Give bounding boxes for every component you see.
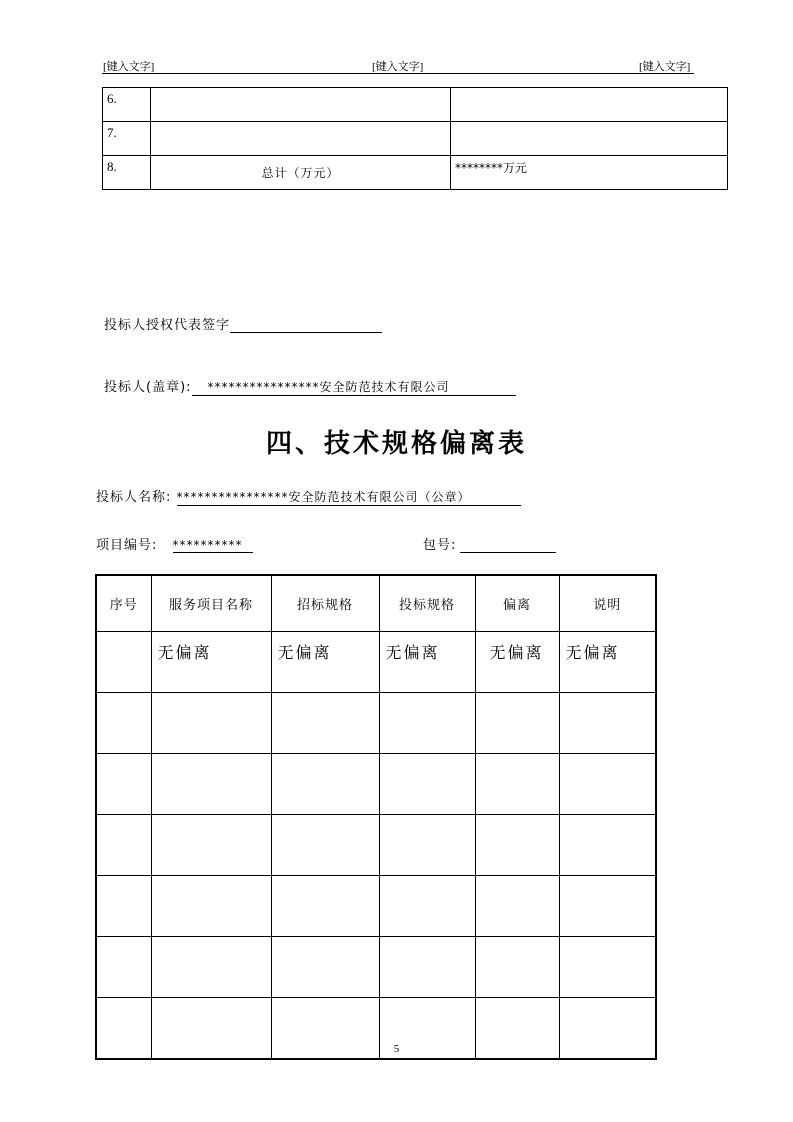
value-cell	[451, 122, 728, 156]
cell	[96, 815, 151, 876]
bidder-name-line	[96, 486, 521, 506]
table-row	[96, 754, 656, 815]
cell	[379, 754, 475, 815]
cell	[151, 754, 271, 815]
value-cell	[451, 88, 728, 122]
cell	[475, 693, 559, 754]
cell	[151, 937, 271, 998]
section-title: 四、技术规格偏离表	[265, 429, 527, 459]
deviation-table	[95, 574, 657, 1060]
cell	[475, 876, 559, 937]
total-value: ********万元	[451, 156, 728, 190]
table-row	[103, 156, 728, 190]
cell: 无偏离	[379, 632, 475, 693]
bidder-name-label: 投标人名称:	[96, 490, 172, 505]
cell	[96, 937, 151, 998]
col-header-tender-spec: 招标规格	[271, 575, 379, 632]
table-row	[103, 122, 728, 156]
price-table	[102, 87, 728, 190]
cell	[379, 693, 475, 754]
col-header-index: 序号	[96, 575, 151, 632]
header-divider	[102, 73, 694, 74]
cell	[151, 693, 271, 754]
item-cell	[151, 122, 451, 156]
package-number-label: 包号:	[423, 538, 457, 553]
cell: 无偏离	[151, 632, 271, 693]
package-number-line	[423, 534, 556, 553]
cell	[475, 937, 559, 998]
cell: 无偏离	[475, 632, 559, 693]
row-number: 6.	[103, 88, 151, 122]
cell	[475, 815, 559, 876]
cell: 无偏离	[559, 632, 656, 693]
cell	[96, 754, 151, 815]
header-center: [键入文字]	[372, 61, 424, 73]
project-number-line	[96, 534, 253, 553]
cell	[559, 815, 656, 876]
col-header-service-name: 服务项目名称	[151, 575, 271, 632]
table-row	[96, 632, 656, 693]
project-number-value: **********	[173, 538, 253, 553]
cell	[271, 754, 379, 815]
table-row	[96, 693, 656, 754]
cell	[559, 937, 656, 998]
cell	[96, 632, 151, 693]
cell	[271, 876, 379, 937]
table-row	[96, 876, 656, 937]
cell	[379, 937, 475, 998]
cell	[475, 754, 559, 815]
seal-label: 投标人(盖章):	[104, 380, 192, 395]
total-label: 总计（万元）	[151, 156, 451, 190]
project-number-label: 项目编号:	[96, 538, 158, 553]
seal-line	[104, 376, 516, 396]
table-row	[103, 88, 728, 122]
cell	[559, 876, 656, 937]
cell	[271, 937, 379, 998]
rep-signature-label: 投标人授权代表签字	[104, 318, 231, 333]
table-row	[96, 937, 656, 998]
cell	[96, 693, 151, 754]
rep-signature-line	[104, 314, 382, 333]
header-right: [键入文字]	[639, 61, 691, 73]
cell	[379, 876, 475, 937]
package-number-field[interactable]	[460, 538, 556, 553]
cell	[379, 815, 475, 876]
page-number: 5	[393, 1043, 400, 1055]
table-row	[96, 815, 656, 876]
col-header-bid-spec: 投标规格	[379, 575, 475, 632]
cell	[559, 754, 656, 815]
row-number: 7.	[103, 122, 151, 156]
cell	[96, 876, 151, 937]
col-header-remarks: 说明	[559, 575, 656, 632]
header-left: [键入文字]	[103, 61, 155, 73]
rep-signature-field[interactable]	[230, 318, 382, 333]
cell	[151, 815, 271, 876]
cell	[271, 815, 379, 876]
cell: 无偏离	[271, 632, 379, 693]
seal-value: ****************安全防范技术有限公司	[192, 378, 516, 396]
table-header-row	[96, 575, 656, 632]
cell	[271, 693, 379, 754]
bidder-name-value: ****************安全防范技术有限公司（公章）	[177, 488, 521, 506]
cell	[559, 693, 656, 754]
cell	[151, 876, 271, 937]
item-cell	[151, 88, 451, 122]
col-header-deviation: 偏离	[475, 575, 559, 632]
row-number: 8.	[103, 156, 151, 190]
